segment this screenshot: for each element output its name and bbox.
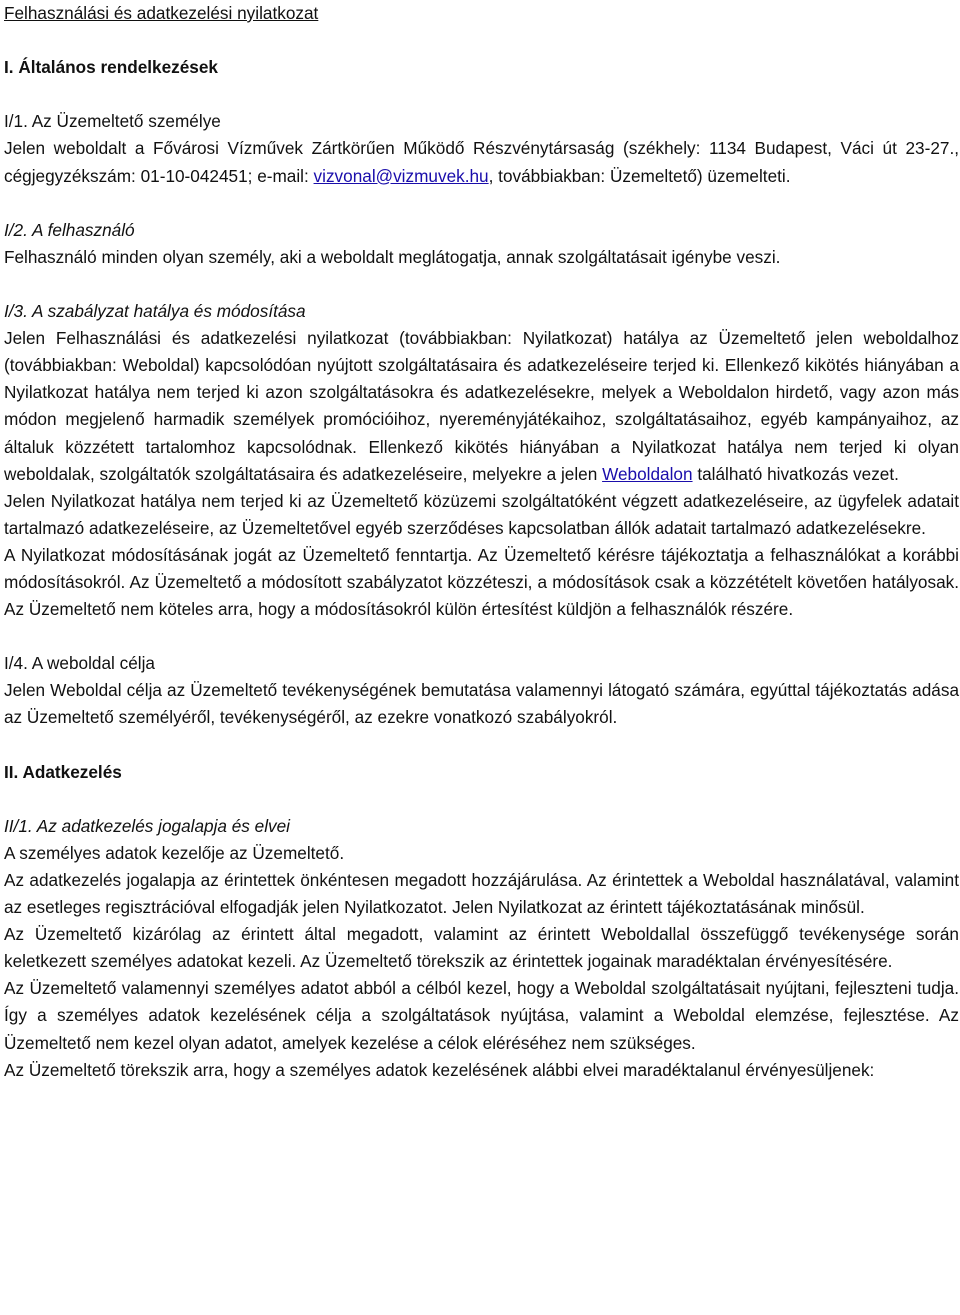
email-link[interactable]: vizvonal@vizmuvek.hu bbox=[313, 165, 489, 186]
purpose-paragraph: Jelen Weboldal célja az Üzemeltető tevékenységének bemutatása valamennyi látogató számára, egyúttal tájékoztatás adása az Üzemeltető személyéről, tevékenységéről, az ezekre vonatkozó szabályokról. bbox=[4, 680, 959, 728]
scope-text-end: található hivatkozás vezet. bbox=[692, 463, 899, 484]
section-heading-general: I. Általános rendelkezések bbox=[4, 57, 218, 78]
scope-paragraph-3: A Nyilatkozat módosításának jogát az Üzemeltető fenntartja. Az Üzemeltető kérésre tájékoztatja a felhasználókat a korábbi módosításokról. Az Üzemeltető a módosított szabályzatot közzéteszi, a módosítások csak a közzétételt követően hatályosak. Az Üzemeltető nem köteles arra, hogy a módosításokról külön értesítést küldjön a felhasználók részére. bbox=[4, 544, 959, 620]
subheading-user: I/2. A felhasználó bbox=[4, 219, 135, 240]
subheading-operator: I/1. Az Üzemeltető személye bbox=[4, 111, 221, 132]
legal-basis-paragraph-2: Az adatkezelés jogalapja az érintettek önkéntesen megadott hozzájárulása. Az érintettek a Weboldal használatával, valamint az esetleges regisztrációval elfogadják jelen Nyilatkozatot. Jelen Nyilatkozat az érintett tájékoztatásának minősül. bbox=[4, 870, 959, 918]
legal-basis-paragraph-3: Az Üzemeltető kizárólag az érintett által megadott, valamint az érintett Weboldallal összefüggő tevékenysége során keletkezett személyes adatokat kezeli. Az Üzemeltető törekszik az érintettek jogainak maradéktalan érvényesítésére. bbox=[4, 924, 959, 972]
subheading-scope: I/3. A szabályzat hatálya és módosítása bbox=[4, 301, 306, 322]
scope-paragraph-2: Jelen Nyilatkozat hatálya nem terjed ki az Üzemeltető közüzemi szolgáltatóként végzett adatkezeléseire, az ügyfelek adatait tartalmazó adatkezeléseire, az Üzemeltetővel egyéb szerződéses kapcsolatban állók adatait tartalmazó adatkezelésekre. bbox=[4, 490, 959, 538]
operator-text-end: , továbbiakban: Üzemeltető) üzemelteti. bbox=[488, 165, 791, 186]
spacer bbox=[4, 623, 959, 650]
operator-paragraph bbox=[4, 135, 959, 189]
legal-basis-paragraph-4: Az Üzemeltető valamennyi személyes adatot abból a célból kezel, hogy a Weboldal szolgáltatásait nyújtani, fejleszteni tudja. Így a személyes adatok kezelésének célja a szolgáltatások nyújtása, valamint a Weboldal elemzése, fejlesztése. Az Üzemeltető nem kezel olyan adatot, amelyek kezelése a célok eléréséhez nem szükséges. bbox=[4, 978, 959, 1053]
spacer bbox=[4, 786, 959, 813]
legal-basis-paragraph-5: Az Üzemeltető törekszik arra, hogy a személyes adatok kezelésének alábbi elvei maradéktalanul érvényesüljenek: bbox=[4, 1059, 875, 1080]
weboldalon-link[interactable]: Weboldalon bbox=[602, 463, 693, 484]
spacer bbox=[4, 27, 959, 54]
subheading-purpose: I/4. A weboldal célja bbox=[4, 653, 155, 674]
section-heading-data-processing: II. Adatkezelés bbox=[4, 761, 122, 782]
spacer bbox=[4, 81, 959, 108]
spacer bbox=[4, 271, 959, 298]
legal-basis-paragraph-1: A személyes adatok kezelője az Üzemeltető. bbox=[4, 842, 345, 863]
spacer bbox=[4, 190, 959, 217]
operator-text-start: Jelen weboldalt a Fővárosi Vízművek Zártkörűen Működő Részvénytársaság (székhely: 1134 Budapest, Váci út 23-27., cégjegyzékszám: 01-10-042451; e-mail: bbox=[4, 138, 959, 186]
document-title: Felhasználási és adatkezelési nyilatkozat bbox=[4, 3, 319, 23]
scope-paragraph-1 bbox=[4, 325, 959, 488]
document-page bbox=[4, 0, 959, 1084]
scope-text-start: Jelen Felhasználási és adatkezelési nyilatkozat (továbbiakban: Nyilatkozat) hatálya az Üzemeltető jelen weboldalhoz (továbbiakban: Weboldal) kapcsolódóan nyújtott szolgáltatásaira és adatkezeléseire terjed ki. Ellenkező kikötés hiányában a Nyilatkozat hatálya nem terjed ki azon szolgáltatásokra és adatkezelésekre, melyek a Weboldalon hirdető, vagy azon más módon megjelenő harmadik személyek promócióihoz, nyereményjátékaihoz, szolgáltatásaihoz, egyéb kampányaihoz, az általuk közzétett tartalomhoz kapcsolódnak. Ellenkező kikötés hiányában a Nyilatkozat hatálya nem terjed ki olyan weboldalak, szolgáltatók szolgáltatásaira és adatkezeléseire, melyekre a jelen bbox=[4, 328, 959, 484]
subheading-legal-basis: II/1. Az adatkezelés jogalapja és elvei bbox=[4, 815, 290, 836]
user-paragraph: Felhasználó minden olyan személy, aki a weboldalt meglátogatja, annak szolgáltatásait igénybe veszi. bbox=[4, 246, 781, 267]
spacer bbox=[4, 732, 959, 759]
